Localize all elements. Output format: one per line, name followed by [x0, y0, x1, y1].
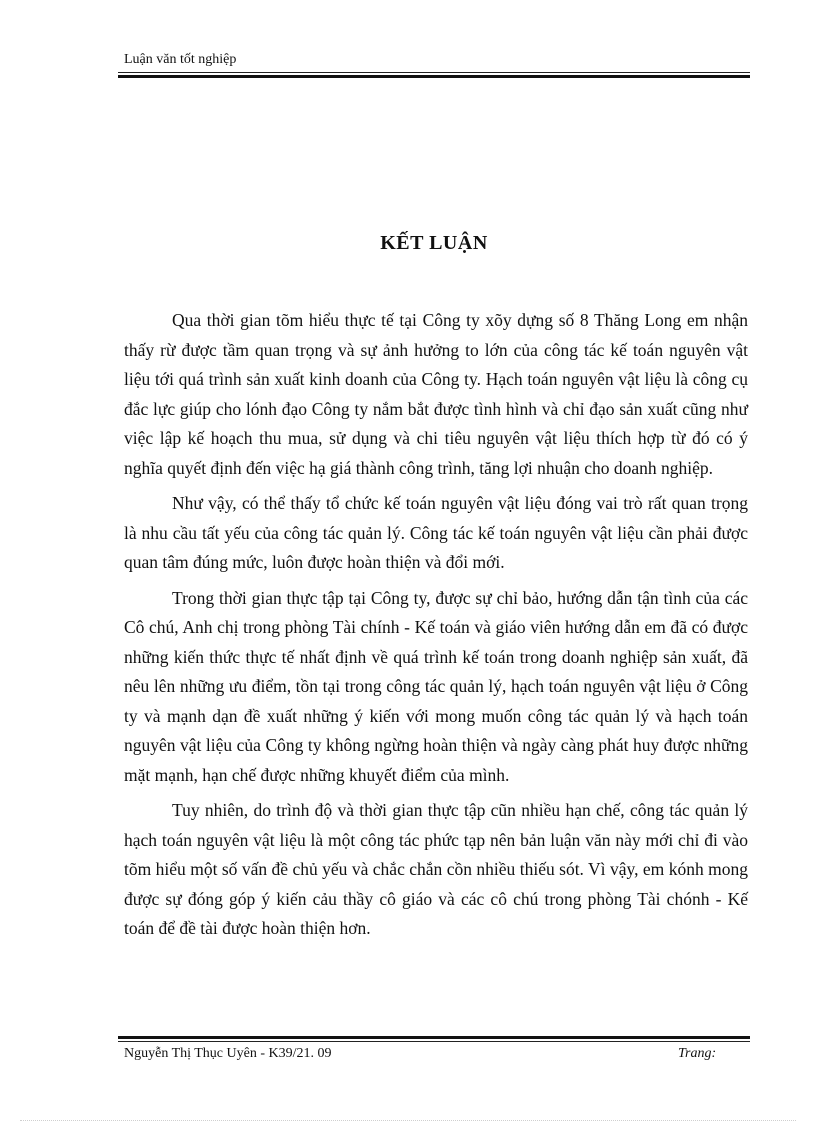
footer-rule-thin — [118, 1041, 750, 1042]
body-text — [124, 306, 748, 950]
paragraph: Qua thời gian tõm hiểu thực tế tại Công ty xõy dựng số 8 Thăng Long em nhận thấy rừ được tầm quan trọng và sự ảnh hưởng to lớn của công tác kế toán nguyên vật liệu tới quá trình sản xuất kinh doanh của Công ty. Hạch toán nguyên vật liệu là công cụ đắc lực giúp cho lónh đạo Công ty nắm bắt được tình hình và chỉ đạo sản xuất cũng như việc lập kế hoạch thu mua, sử dụng và chi tiêu nguyên vật liệu thích hợp từ đó có ý nghĩa quyết định đến việc hạ giá thành công trình, tăng lợi nhuận cho doanh nghiệp. — [124, 310, 748, 478]
paragraph: Tuy nhiên, do trình độ và thời gian thực tập cũn nhiều hạn chế, công tác quản lý hạch toán nguyên vật liệu là một công tác phức tạp nên bản luận văn này mới chỉ đi vào tõm hiểu một số vấn đề chủ yếu và chắc chắn cồn nhiều thiếu sót. Vì vậy, em kónh mong được sự đóng góp ý kiến cảu thầy cô giáo và các cô chú trong phòng Tài chónh - Kế toán để đề tài được hoàn thiện hơn. — [124, 800, 748, 938]
paragraph: Trong thời gian thực tập tại Công ty, được sự chỉ bảo, hướng dẫn tận tình của các Cô chú, Anh chị trong phòng Tài chính - Kế toán và giáo viên hướng dẫn em đã có được những kiến thức thực tế nhất định về quá trình kế toán trong doanh nghiệp sản xuất, đã nêu lên những ưu điểm, tồn tại trong công tác quản lý, hạch toán nguyên vật liệu ở Công ty và mạnh dạn đề xuất những ý kiến với mong muốn công tác quản lý và hạch toán nguyên vật liệu của Công ty không ngừng hoàn thiện và ngày càng phát huy được những mặt mạnh, hạn chế được những khuyết điểm của mình. — [124, 587, 748, 785]
header-title: Luận văn tốt nghiệp — [124, 52, 237, 67]
header-rule-thick — [118, 75, 750, 78]
page-edge-divider — [20, 1120, 796, 1121]
paragraph: Như vậy, có thể thấy tổ chức kế toán nguyên vật liệu đóng vai trò rất quan trọng là nhu cầu tất yếu của công tác quản lý. Công tác kế toán nguyên vật liệu cần phải được quan tâm đúng mức, luôn được hoàn thiện và đổi mới. — [124, 493, 748, 572]
footer-author: Nguyễn Thị Thục Uyên - K39/21. 09 — [124, 1046, 332, 1061]
footer-page-label: Trang: — [678, 1046, 717, 1061]
footer-rule-thick — [118, 1036, 750, 1039]
section-title: KẾT LUẬN — [380, 232, 488, 254]
header-rule-thin — [118, 72, 750, 73]
